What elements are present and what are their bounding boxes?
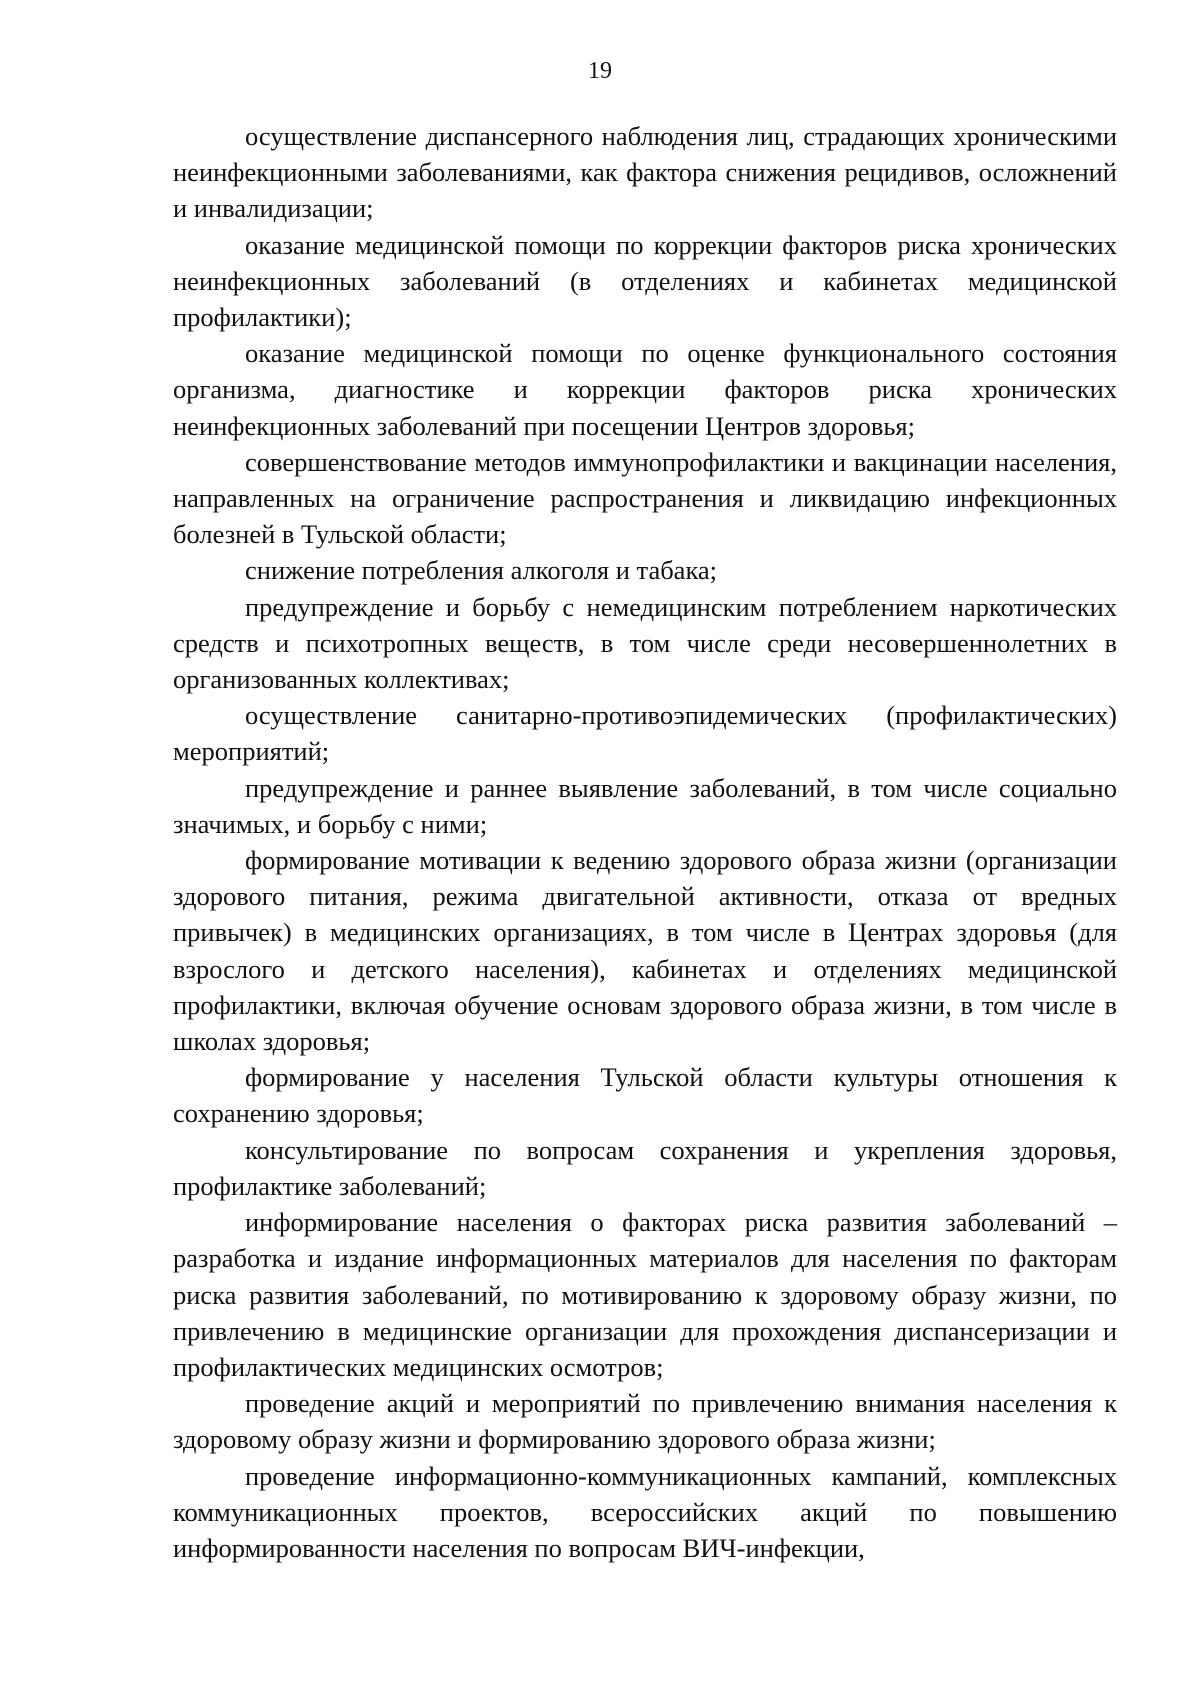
paragraph-early-detection: предупреждение и раннее выявление заболеваний, в том числе социально значимых, и борьбу с ними; [173,772,1117,839]
paragraph-health-centers-assessment: оказание медицинской помощи по оценке функционального состояния организма, диагностике и коррекции факторов риска хронических неинфекционных заболеваний при посещении Центров здоровья; [173,338,1117,441]
paragraph-health-culture: формирование у населения Тульской области культуры отношения к сохранению здоровья; [173,1062,1117,1129]
paragraph-sanitary-measures: осуществление санитарно-противоэпидемических (профилактических) мероприятий; [173,700,1117,767]
paragraph-consulting: консультирование по вопросам сохранения и укрепления здоровья, профилактике заболеваний; [173,1134,1117,1201]
paragraph-dispensary-observation: осуществление диспансерного наблюдения лиц, страдающих хроническими неинфекционными заболеваниями, как фактора снижения рецидивов, осложнений и инвалидизации; [173,121,1117,224]
paragraph-immunoprophylaxis: совершенствование методов иммунопрофилактики и вакцинации населения, направленных на ограничение распространения и ликвидацию инфекционных болезней в Тульской области; [173,446,1117,550]
paragraph-healthy-lifestyle-motivation: формирование мотивации к ведению здорового образа жизни (организации здорового питания, режима двигательной активности, отказа от вредных привычек) в медицинских организациях, в том числе в Центрах здоровья (для взрослого и детского населения), кабинетах и отделениях медицинской профилактики, включая обучение основам здорового образа жизни, в том числе в школах здоровья; [173,845,1117,1057]
paragraph-informing-population: информирование населения о факторах риска развития заболеваний – разработка и издание информационных материалов для населения по факторам риска развития заболеваний, по мотивированию к здоровому образу жизни, по привлечению в медицинские организации для прохождения диспансеризации и профилактических медицинских осмотров; [173,1207,1117,1382]
paragraph-risk-factor-correction: оказание медицинской помощи по коррекции факторов риска хронических неинфекционных заболеваний (в отделениях и кабинетах медицинской профилактики); [173,229,1117,333]
paragraph-campaign-events: проведение акций и мероприятий по привлечению внимания населения к здоровому образу жизни и формированию здорового образа жизни; [173,1388,1117,1455]
document-body [173,118,1117,1566]
page-number: 19 [588,58,612,84]
paragraph-drug-prevention: предупреждение и борьбу с немедицинским потреблением наркотических средств и психотропных веществ, в том числе среди несовершеннолетних в организованных коллективах; [173,591,1117,695]
paragraph-alcohol-tobacco: снижение потребления алкоголя и табака; [245,555,718,586]
paragraph-hiv-campaigns: проведение информационно-коммуникационных кампаний, комплексных коммуникационных проектов, всероссийских акций по повышению информированности населения по вопросам ВИЧ-инфекции, [173,1460,1117,1563]
